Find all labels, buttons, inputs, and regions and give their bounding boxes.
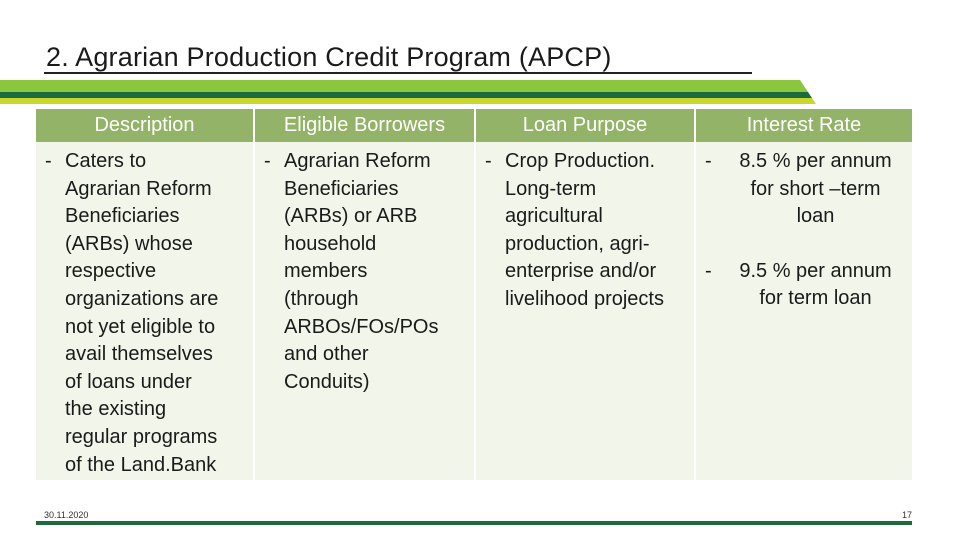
page-number: 17 (901, 510, 912, 520)
column-eligible-borrowers (255, 109, 474, 480)
cell-interest-rate (696, 142, 912, 480)
text-line: loan (796, 205, 835, 228)
cell-loan-purpose (476, 142, 694, 480)
column-loan-purpose (476, 109, 694, 480)
text-line: (ARBs) or ARB (284, 205, 418, 228)
bullet-dash: - (705, 259, 712, 282)
list-item (702, 148, 906, 231)
stripe-dark-green (0, 92, 812, 98)
header-eligible-borrowers: Eligible Borrowers (255, 109, 474, 142)
text-line: avail themselves (65, 343, 213, 366)
text-line: Long-term (505, 177, 597, 200)
text-line: for short –term (750, 177, 881, 200)
slide-title: 2. Agrarian Production Credit Program (APCP) (46, 42, 612, 72)
text-line: 9.5 % per annum (739, 259, 892, 282)
text-line: (through (284, 287, 359, 310)
column-interest-rate (696, 109, 912, 480)
text-line: Conduits) (284, 370, 370, 393)
text-line: Agrarian Reform (65, 177, 212, 200)
item-text (65, 148, 247, 479)
text-line: Beneficiaries (65, 205, 180, 228)
text-line: Agrarian Reform (284, 150, 431, 172)
bullet-dash: - (45, 150, 52, 172)
text-line: production, agri- (505, 232, 650, 255)
decorative-stripe (0, 80, 960, 106)
cell-description (36, 142, 253, 480)
text-line: household (284, 232, 377, 255)
text-line: enterprise and/or (505, 260, 657, 283)
stripe-light-green (0, 80, 808, 92)
list-item (42, 148, 247, 479)
text-line: and other (284, 343, 369, 366)
text-line: Crop Production. (505, 150, 656, 172)
apcp-table (36, 109, 912, 480)
footer-date: 30.11.2020 (44, 510, 89, 520)
bullet-dash: - (705, 150, 712, 172)
column-description (36, 109, 253, 480)
text-line: respective (65, 260, 157, 283)
text-line: agricultural (505, 205, 603, 228)
text-line: for term loan (759, 287, 872, 310)
text-line: members (284, 260, 368, 283)
bullet-dash: - (485, 150, 492, 172)
text-line: regular programs (65, 425, 218, 448)
stripe-yellow-green (0, 98, 816, 104)
list-item (482, 148, 688, 314)
text-line: Caters to (65, 150, 147, 172)
item-text (725, 148, 906, 231)
text-line: ARBOs/FOs/POs (284, 315, 439, 338)
header-loan-purpose: Loan Purpose (476, 109, 694, 142)
text-line: (ARBs) whose (65, 232, 193, 255)
item-text (725, 258, 906, 313)
text-line: Beneficiaries (284, 177, 399, 200)
cell-eligible-borrowers (255, 142, 474, 480)
item-text (284, 148, 468, 396)
item-text (505, 148, 688, 314)
footer-line (36, 521, 912, 525)
text-line: of loans under (65, 370, 192, 393)
bullet-dash: - (264, 150, 271, 172)
text-line: livelihood projects (505, 287, 664, 310)
text-line: the existing (65, 398, 167, 421)
text-line: of the Land.Bank (65, 453, 217, 476)
text-line: 8.5 % per annum (739, 150, 892, 172)
list-item (702, 258, 906, 313)
header-interest-rate: Interest Rate (696, 109, 912, 142)
list-item (261, 148, 468, 396)
text-line: not yet eligible to (65, 315, 216, 338)
text-line: organizations are (65, 287, 219, 310)
title-underline (44, 72, 752, 74)
header-description: Description (36, 109, 253, 142)
